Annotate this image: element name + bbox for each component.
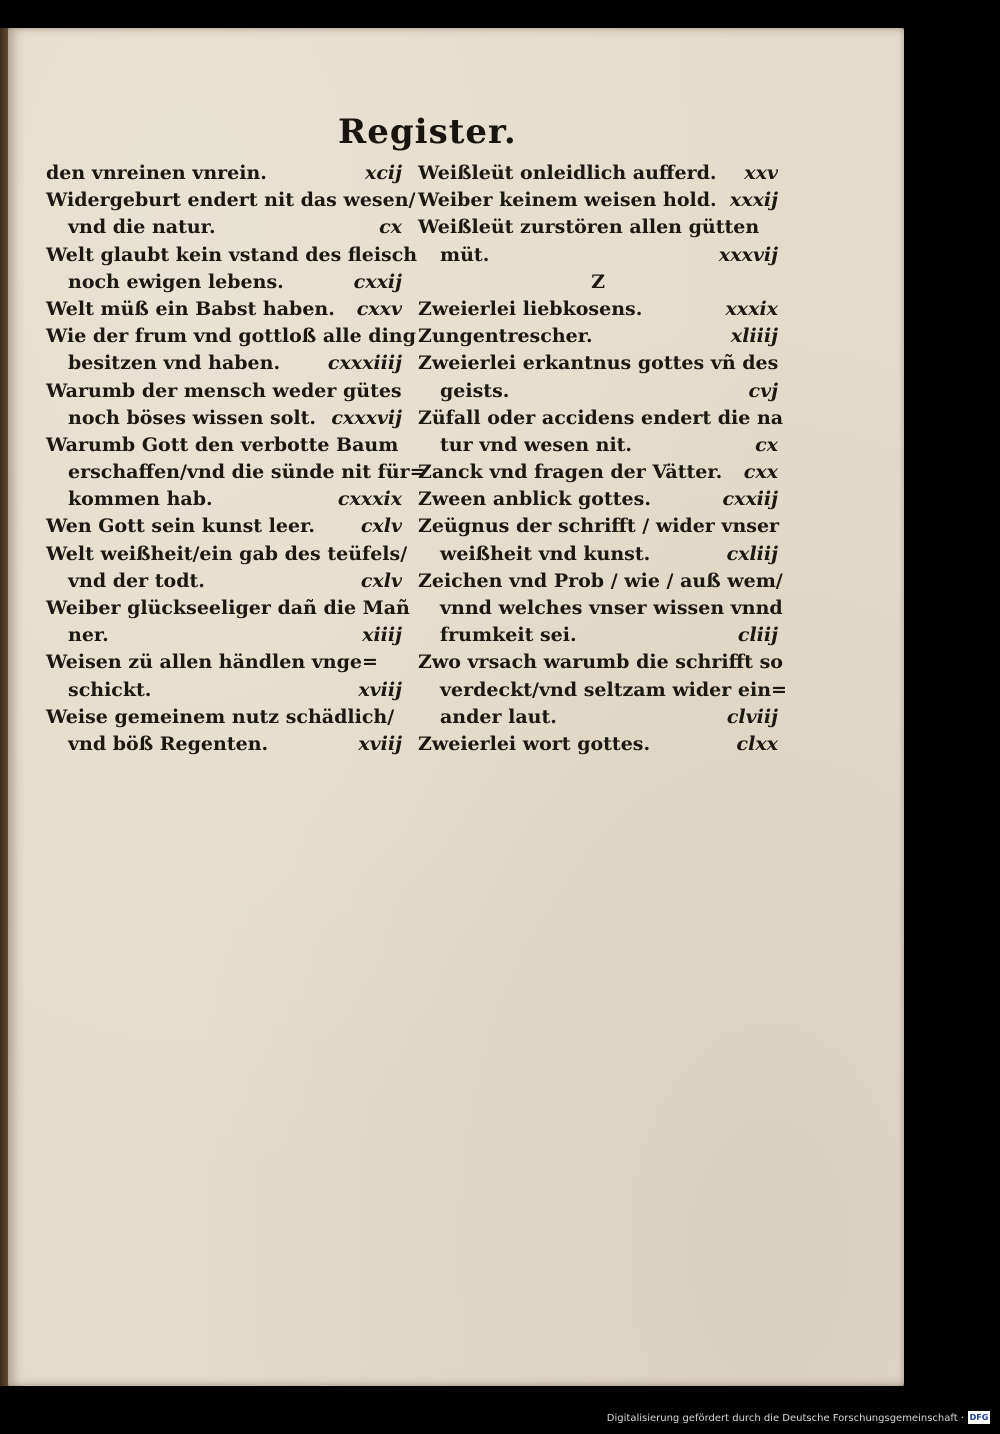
entry-text: Welt müß ein Babst haben. — [46, 297, 335, 320]
register-entry — [46, 160, 402, 187]
entry-folio-number: cx — [755, 433, 778, 456]
entry-text: noch böses wissen solt. — [68, 406, 317, 429]
register-entry — [46, 622, 402, 649]
register-entry — [418, 513, 778, 540]
entry-folio-number: xviij — [358, 732, 402, 755]
entry-folio-number: cxxij — [353, 270, 402, 293]
entry-text: Welt glaubt kein vstand des fleisch — [46, 243, 418, 266]
entry-text: Zeichen vnd Prob / wie / auß wem/ — [418, 569, 783, 592]
register-entry — [418, 214, 778, 241]
entry-text: vnd die natur. — [68, 216, 216, 239]
register-entry — [46, 432, 402, 459]
register-entry — [418, 568, 783, 595]
register-entry — [418, 432, 778, 459]
entry-folio-number: cx — [379, 216, 402, 239]
entry-folio-number: xxv — [744, 162, 778, 184]
entry-folio-number: xxxix — [725, 297, 778, 320]
entry-folio-number: cxxxiiij — [327, 352, 402, 375]
entry-text: Widergeburt endert nit das wesen/ — [46, 189, 416, 212]
entry-folio-number: cxxiij — [722, 488, 778, 511]
register-entry — [46, 187, 416, 214]
register-entry — [418, 187, 778, 214]
entry-text: Weiber glückseeliger dañ die Mañ — [46, 597, 410, 619]
register-entry — [418, 459, 778, 486]
entry-folio-number: xxxvij — [718, 243, 778, 266]
entry-folio-number: cliij — [737, 624, 778, 647]
entry-text: vnd der todt. — [68, 569, 205, 592]
register-entry — [418, 541, 778, 568]
register-entry — [418, 486, 778, 513]
register-entry — [418, 595, 783, 622]
dfg-logo: DFG — [969, 1413, 989, 1422]
entry-text: Weiber keinem weisen hold. — [418, 189, 717, 212]
register-entry — [418, 160, 778, 187]
entry-folio-number: xxxij — [729, 189, 778, 212]
entry-text: Zween anblick gottes. — [418, 488, 651, 511]
register-entry — [418, 242, 778, 269]
register-entry — [418, 405, 784, 432]
entry-text: Weisen zü allen händlen vnge= — [46, 651, 378, 674]
register-entry — [418, 378, 778, 405]
entry-text: vnd böß Regenten. — [68, 732, 269, 755]
entry-folio-number: cxlv — [360, 569, 402, 592]
entry-text: Zeügnus der schrifft / wider vnser — [418, 515, 780, 538]
footer-credit: Digitalisierung gefördert durch die Deutsche Forschungsgemeinschaft · — [606, 1413, 964, 1424]
entry-text: schickt. — [68, 678, 152, 701]
register-entry — [46, 214, 402, 241]
entry-text: müt. — [440, 243, 490, 266]
entry-folio-number: xcij — [365, 162, 402, 184]
entry-text: den vnreinen vnrein. — [46, 162, 267, 184]
register-entry — [46, 242, 418, 269]
entry-text: weißheit vnd kunst. — [440, 542, 651, 565]
register-entry — [46, 296, 402, 323]
entry-text: Warumb Gott den verbotte Baum — [46, 433, 399, 456]
entry-text: Zweierlei erkantnus gottes vñ des — [418, 352, 779, 375]
register-entry — [418, 704, 778, 731]
register-entry — [418, 677, 787, 704]
entry-folio-number: cxliij — [726, 542, 778, 565]
register-entry — [46, 731, 402, 758]
entry-text: besitzen vnd haben. — [68, 352, 281, 375]
entry-text: Zweierlei wort gottes. — [418, 732, 651, 755]
register-entry — [46, 269, 402, 296]
register-right-column — [418, 160, 787, 758]
entry-folio-number: cxxxix — [337, 488, 402, 511]
register-entry — [46, 323, 416, 350]
register-entry — [46, 568, 402, 595]
entry-text: Warumb der mensch weder gütes — [46, 379, 402, 402]
entry-text: Weißleüt onleidlich aufferd. — [418, 162, 717, 184]
page-title: Register. — [338, 112, 517, 152]
register-entry — [418, 323, 778, 350]
entry-text: ner. — [68, 624, 109, 647]
entry-text: Züfall oder accidens endert die na — [418, 406, 784, 429]
entry-folio-number: cxxxvij — [331, 406, 402, 429]
entry-text: verdeckt/vnd seltzam wider ein= — [440, 678, 787, 701]
register-entry — [46, 541, 408, 568]
entry-text: vnnd welches vnser wissen vnnd — [440, 597, 783, 619]
register-entry — [46, 704, 402, 731]
register-entry — [418, 350, 778, 377]
entry-text: Zwo vrsach warumb die schrifft so — [418, 651, 783, 674]
register-entry — [418, 269, 778, 296]
register-entry — [46, 677, 402, 704]
entry-text: tur vnd wesen nit. — [440, 433, 633, 456]
entry-folio-number: cxlv — [360, 515, 402, 538]
entry-text: erschaffen/vnd die sünde nit für= — [68, 461, 426, 484]
entry-folio-number: cvj — [748, 379, 778, 402]
entry-folio-number: cxx — [743, 461, 778, 484]
entry-text: frumkeit sei. — [440, 624, 577, 647]
entry-text: Wie der frum vnd gottloß alle ding — [46, 325, 416, 348]
register-entry — [46, 459, 426, 486]
register-entry — [46, 405, 402, 432]
register-entry — [418, 296, 778, 323]
register-entry — [46, 350, 402, 377]
entry-text: ander laut. — [440, 705, 557, 728]
register-entry — [46, 486, 402, 513]
entry-text: kommen hab. — [68, 488, 213, 511]
register-entry — [418, 622, 778, 649]
entry-text: Zanck vnd fragen der Vätter. — [418, 461, 723, 484]
register-left-column — [46, 160, 426, 758]
entry-text: Wen Gott sein kunst leer. — [46, 515, 315, 538]
entry-folio-number: xliiij — [730, 325, 778, 348]
entry-text: geists. — [440, 379, 510, 402]
entry-text: Z — [591, 270, 605, 293]
register-entry — [418, 731, 778, 758]
entry-folio-number: cxxv — [356, 297, 402, 320]
entry-text: Zweierlei liebkosens. — [418, 297, 643, 320]
register-entry — [418, 649, 783, 676]
entry-folio-number: xiiij — [362, 624, 402, 647]
entry-text: Zungentrescher. — [418, 325, 593, 348]
entry-folio-number: xviij — [358, 678, 402, 701]
register-entry — [46, 378, 402, 405]
register-entry — [46, 649, 402, 676]
entry-text: Weise gemeinem nutz schädlich/ — [46, 705, 395, 728]
entry-text: Weißleüt zurstören allen gütten — [418, 216, 760, 239]
entry-folio-number: clxx — [736, 732, 778, 755]
register-entry — [46, 513, 402, 540]
entry-folio-number: clviij — [726, 705, 778, 728]
entry-text: Welt weißheit/ein gab des teüfels/ — [46, 542, 408, 565]
entry-text: noch ewigen lebens. — [68, 270, 284, 293]
register-entry — [46, 595, 410, 622]
